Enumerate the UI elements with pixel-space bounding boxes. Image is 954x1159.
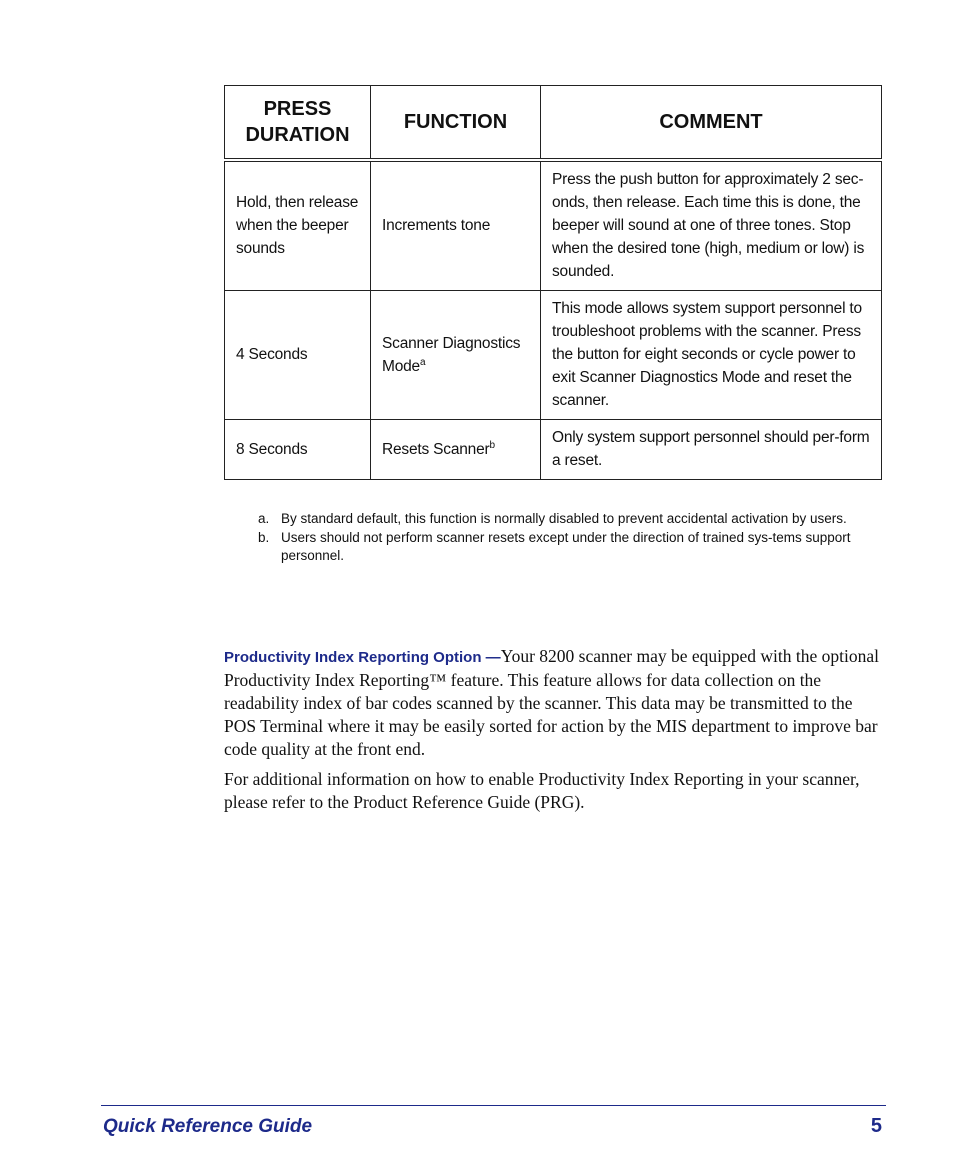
- cell-function: [371, 420, 541, 480]
- cell-function: [371, 291, 541, 420]
- cell-function: [371, 160, 541, 291]
- cell-duration: [225, 420, 371, 480]
- function-text: Scanner Diagnostics Mode: [382, 334, 521, 375]
- footnote-mark: b.: [258, 530, 270, 545]
- function-text: Increments tone: [382, 217, 491, 234]
- page-number: 5: [870, 1115, 882, 1137]
- cell-comment: [541, 420, 882, 480]
- footnote-ref-a: a: [419, 356, 426, 368]
- duration-text: 8 Seconds: [236, 440, 308, 458]
- comment-text: This mode allows system support personnel to troubleshoot problems with the scanner. Press the button for eight seconds or cycle power to exit Scanner Diagnostics Mode and reset the scanner.: [552, 300, 862, 409]
- footer-divider: [101, 1105, 886, 1106]
- table-footnotes: [258, 510, 858, 566]
- comment-text: Press the push button for approximately 2 sec-onds, then release. Each time this is done, the beeper will sound at one of three tones. Stop when the desired tone (high, medium or low) is sounded.: [552, 171, 865, 280]
- cell-comment: [541, 291, 882, 420]
- body-section: [224, 645, 886, 821]
- body-paragraph: [224, 768, 886, 814]
- button-function-table: [224, 85, 882, 480]
- cell-comment: [541, 160, 882, 291]
- footnote-text: By standard default, this function is normally disabled to prevent accidental activation by users.: [281, 511, 847, 526]
- footnote-item: [258, 529, 858, 565]
- paragraph-text: Your 8200 scanner may be equipped with the optional Productivity Index Reporting™ feature. This feature allows for data collection on the readability index of bar codes scanned by the scanner. This data may be transmitted to the POS Terminal where it may be easily sorted for action by the MIS department to improve bar code quality at the front end.: [224, 646, 879, 759]
- header-press-line1: PRESS: [263, 98, 332, 120]
- duration-text: Hold, then release when the beeper sounds: [236, 194, 359, 257]
- cell-duration: [225, 291, 371, 420]
- duration-text: 4 Seconds: [236, 346, 308, 363]
- body-paragraph: [224, 645, 886, 761]
- footnote-ref-b: b: [489, 439, 495, 451]
- table-row: [225, 160, 882, 291]
- footnote-item: [258, 510, 858, 528]
- footer-title: Quick Reference Guide: [103, 1116, 313, 1137]
- run-in-heading: Productivity Index Reporting Option —: [224, 649, 501, 666]
- header-function: FUNCTION: [371, 86, 541, 161]
- paragraph-text: For additional information on how to enable Productivity Index Reporting in your scanner, please refer to the Product Reference Guide (PRG).: [224, 769, 860, 812]
- table-row: [225, 420, 882, 480]
- footnote-mark: a.: [258, 511, 270, 526]
- footnote-text: Users should not perform scanner resets except under the direction of trained sys-tems support personnel.: [281, 530, 851, 563]
- header-comment: COMMENT: [541, 86, 882, 161]
- comment-text: Only system support personnel should per-form a reset.: [552, 429, 870, 469]
- table-header-row: [225, 86, 882, 161]
- cell-duration: [225, 160, 371, 291]
- table-row: [225, 291, 882, 420]
- header-press-duration: [225, 86, 371, 161]
- header-press-line2: DURATION: [245, 124, 350, 146]
- button-function-table-container: [224, 85, 881, 480]
- function-text: Resets Scanner: [382, 440, 490, 458]
